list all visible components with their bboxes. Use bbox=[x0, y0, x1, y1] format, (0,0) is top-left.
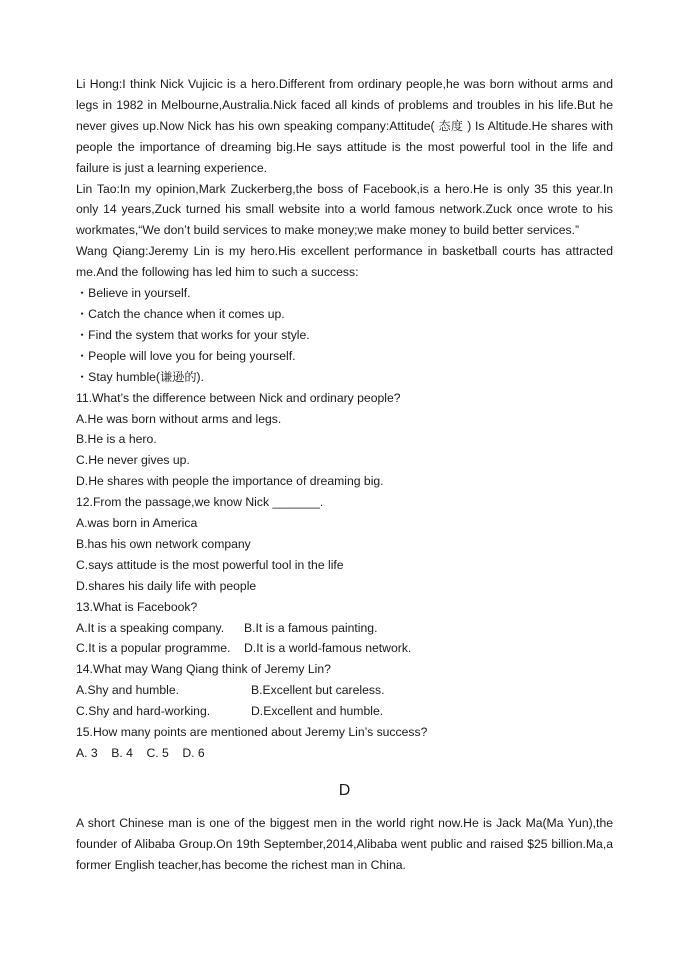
question-14-option: C.Shy and hard-working. bbox=[76, 704, 211, 719]
paragraph-section-d: A short Chinese man is one of the biggest men in the world right now.He is Jack Ma(Ma Yun),the founder of Alibaba Group.On 19th September,2014,Alibaba went public and raised $25 billion.Ma,a former English teacher,has become the richest man in China. bbox=[76, 815, 613, 872]
paragraph-lin-tao: Lin Tao:In my opinion,Mark Zuckerberg,the boss of Facebook,is a hero.He is only 35 this year.In only 14 years,Zuck turned his small website into a world famous network.Zuck once wrote to his workmates,“We don’t build services to make money;we make money to build better services.” bbox=[76, 181, 613, 238]
document-page bbox=[76, 74, 613, 876]
paragraph-wang-qiang: Wang Qiang:Jeremy Lin is my hero.His excellent performance in basketball courts has attracted me.And the following has led him to such a success: bbox=[76, 244, 613, 280]
question-12-option: C.says attitude is the most powerful tool in the life bbox=[76, 557, 344, 572]
question-14-stem: 14.What may Wang Qiang think of Jeremy Lin? bbox=[76, 662, 331, 677]
question-15-stem: 15.How many points are mentioned about Jeremy Lin’s success? bbox=[76, 725, 428, 740]
question-12-option: B.has his own network company bbox=[76, 536, 251, 551]
question-13-options-row bbox=[76, 638, 613, 659]
question-11-option: A.He was born without arms and legs. bbox=[76, 411, 282, 426]
section-heading-d: D bbox=[338, 781, 351, 799]
question-14-option: D.Excellent and humble. bbox=[251, 704, 384, 719]
bullet-item: ・Catch the chance when it comes up. bbox=[76, 306, 285, 321]
question-14-option: B.Excellent but careless. bbox=[251, 683, 385, 698]
bullet-item: ・Believe in yourself. bbox=[76, 286, 191, 301]
question-12-option: A.was born in America bbox=[76, 516, 198, 531]
question-11-option: B.He is a hero. bbox=[76, 432, 157, 447]
question-13-option: B.It is a famous painting. bbox=[244, 620, 378, 635]
question-12-stem: 12.From the passage,we know Nick _______. bbox=[76, 495, 324, 510]
bullet-item: ・People will love you for being yourself. bbox=[76, 348, 296, 363]
question-13-stem: 13.What is Facebook? bbox=[76, 599, 198, 614]
question-15-options: A. 3 B. 4 C. 5 D. 6 bbox=[76, 746, 205, 760]
question-12-option: D.shares his daily life with people bbox=[76, 578, 257, 593]
question-14-option: A.Shy and humble. bbox=[76, 683, 179, 698]
question-14-options-row bbox=[76, 701, 613, 722]
bullet-item: ・Stay humble(谦逊的). bbox=[76, 369, 204, 384]
question-13-option: C.It is a popular programme. bbox=[76, 641, 231, 656]
question-14-options-row bbox=[76, 680, 613, 701]
question-11-option: D.He shares with people the importance of dreaming big. bbox=[76, 474, 384, 489]
paragraph-li-hong: Li Hong:I think Nick Vujicic is a hero.Different from ordinary people,he was born without arms and legs in 1982 in Melbourne,Australia.Nick faced all kinds of problems and troubles in his life.But he never gives up.Now Nick has his own speaking company:Attitude( 态度 ) Is Altitude.He shares with people the importance of dreaming big.He says attitude is the most powerful tool in the life and failure is just a learning experience. bbox=[76, 77, 613, 175]
question-11-option: C.He never gives up. bbox=[76, 453, 190, 468]
bullet-item: ・Find the system that works for your style. bbox=[76, 327, 310, 342]
question-11-stem: 11.What’s the difference between Nick and ordinary people? bbox=[76, 390, 401, 405]
question-13-option: D.It is a world-famous network. bbox=[244, 641, 412, 656]
question-13-option: A.It is a speaking company. bbox=[76, 620, 225, 635]
question-13-options-row bbox=[76, 618, 613, 639]
